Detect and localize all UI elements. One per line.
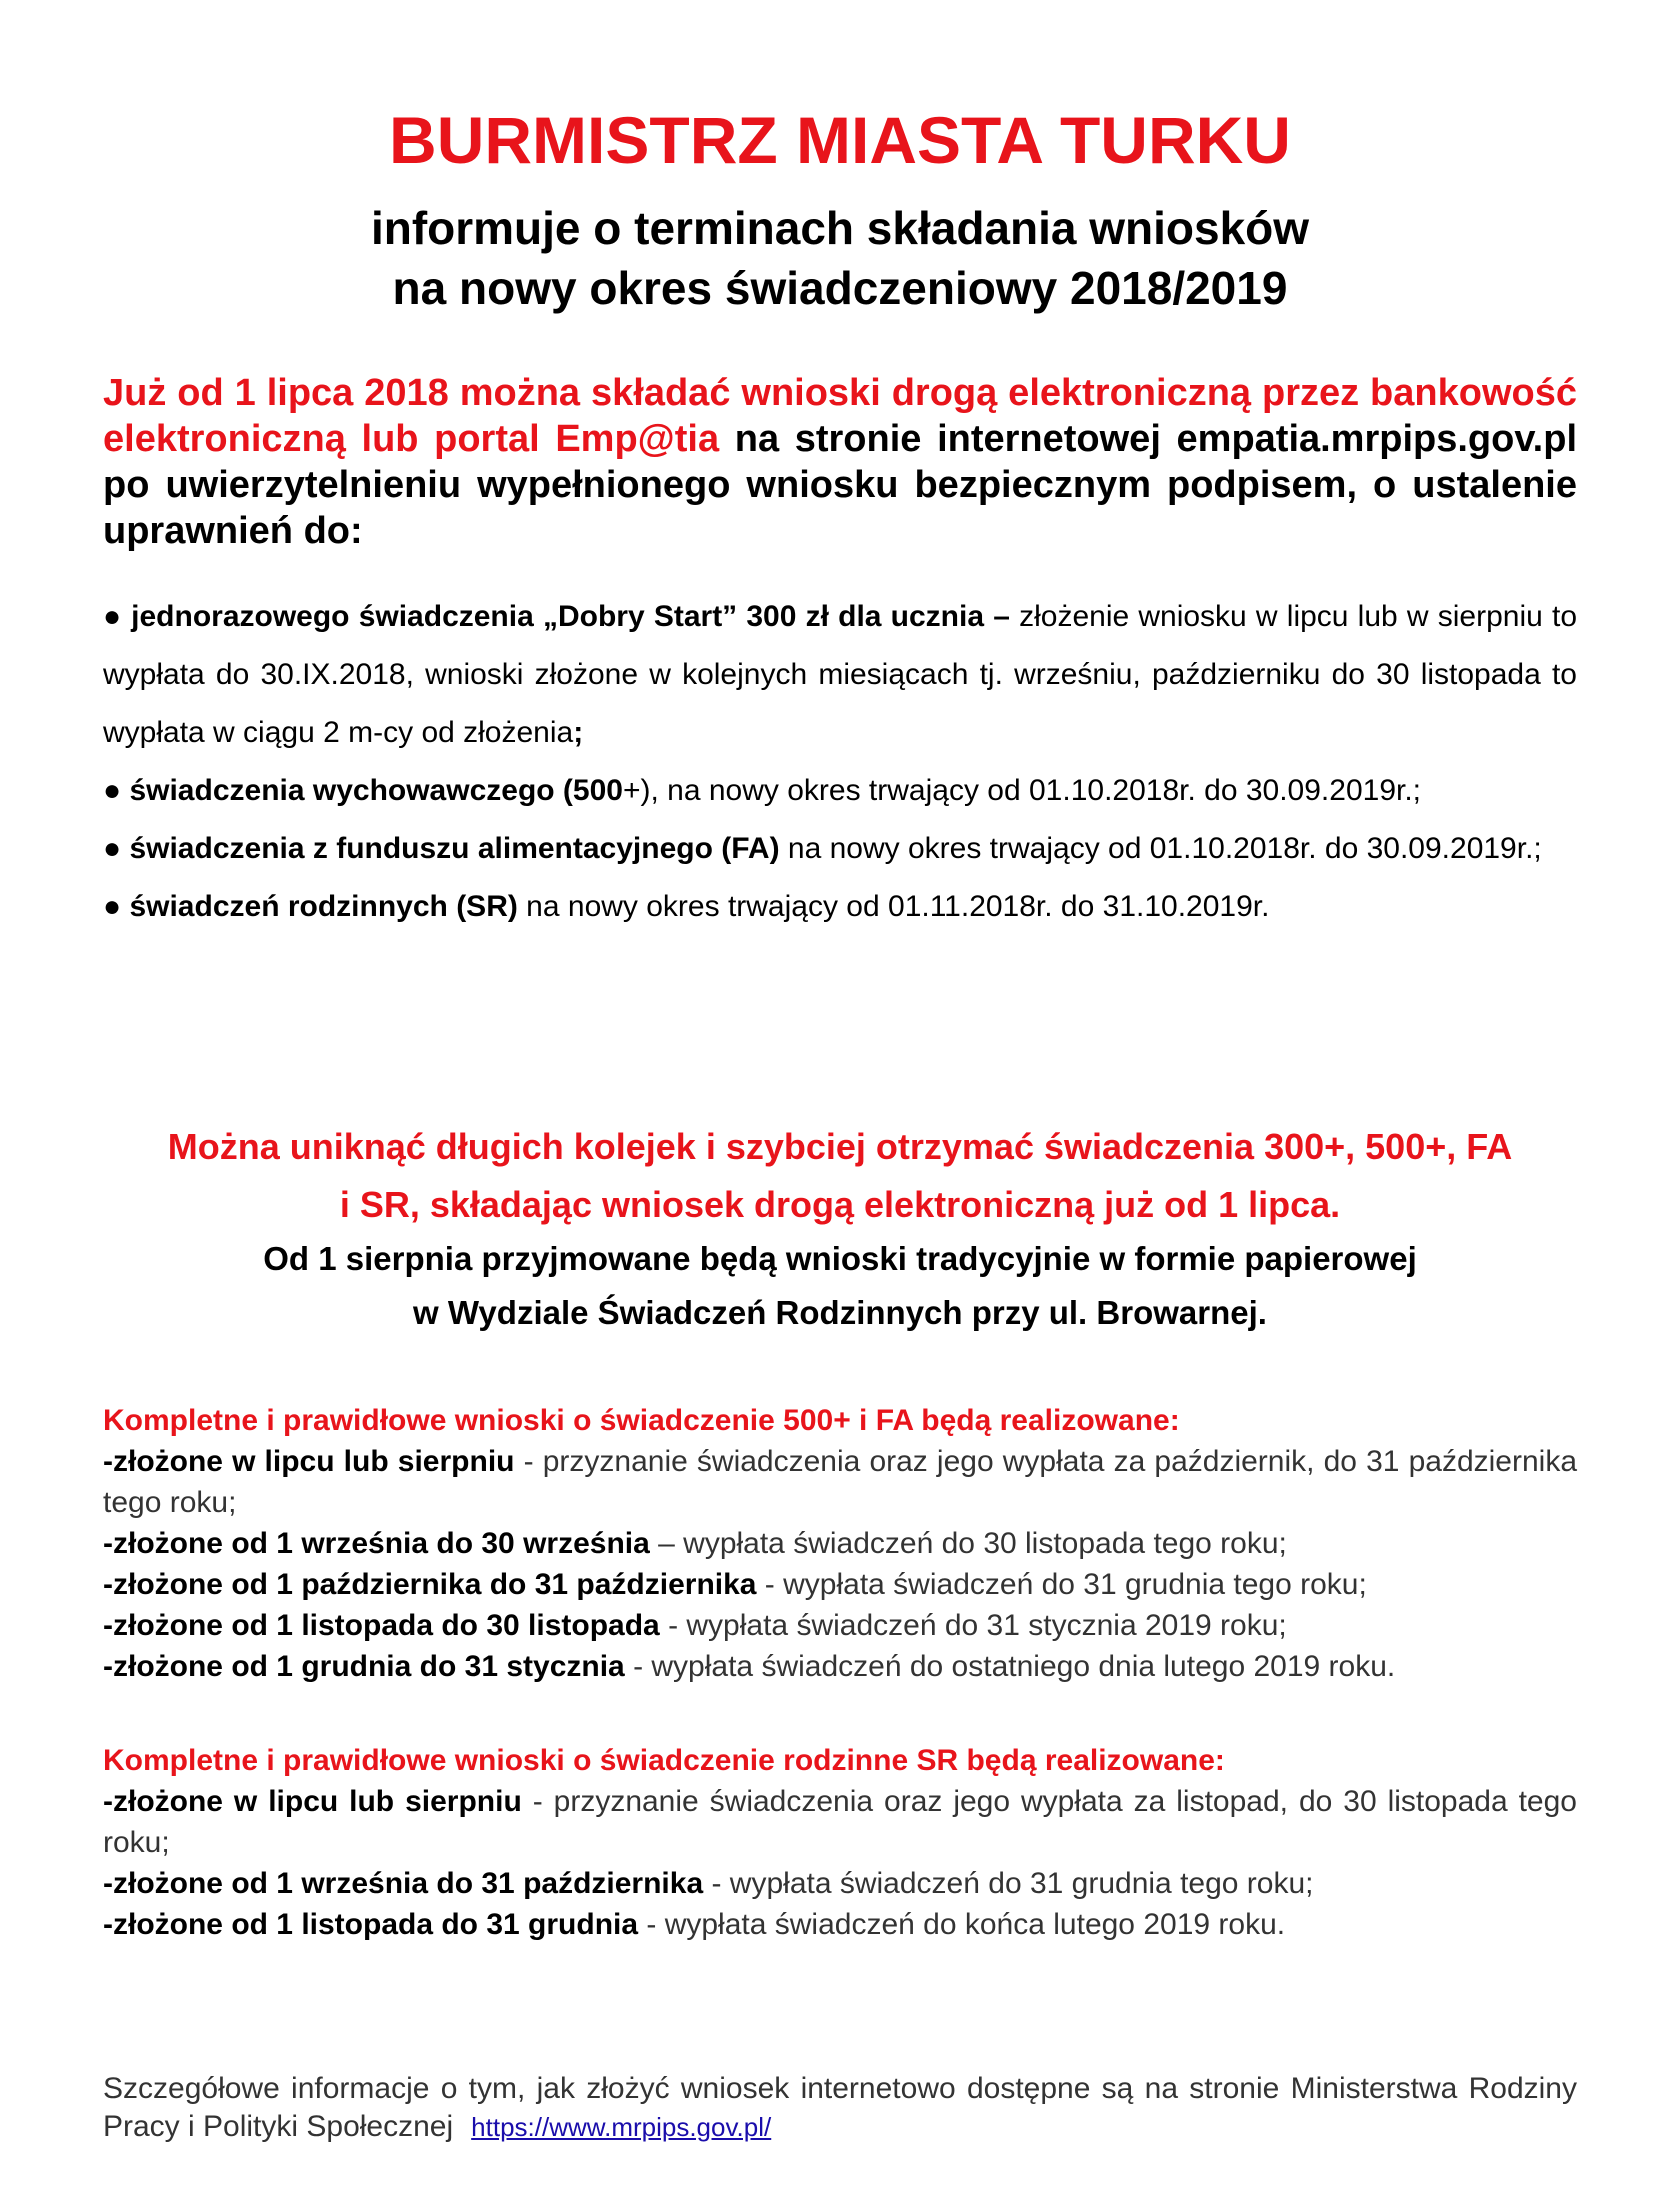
- list-item-title: ● świadczeń rodzinnych (SR): [103, 890, 518, 923]
- list-item: [103, 878, 1577, 936]
- section-item-title: -złożone od 1 października do 31 października: [103, 1568, 757, 1601]
- notice-paper-line-2: w Wydziale Świadczeń Rodzinnych przy ul. Browarnej.: [413, 1294, 1267, 1331]
- notice-paper-line-1: Od 1 sierpnia przyjmowane będą wnioski tradycyjnie w formie papierowej: [263, 1240, 1417, 1277]
- page-title: BURMISTRZ MIASTA TURKU: [389, 103, 1291, 177]
- notice-paper: [103, 1232, 1577, 1340]
- footer-text: Szczegółowe informacje o tym, jak złożyć wniosek internetowo dostępne są na stronie Ministerstwa Rodziny Pracy i Polityki Społecznej: [103, 2072, 1577, 2143]
- benefits-list: [103, 588, 1577, 936]
- list-item-text: na nowy okres trwający od 01.10.2018r. do 30.09.2019r.;: [779, 832, 1542, 865]
- section-item: [103, 1781, 1577, 1863]
- list-item-title: ● jednorazowego świadczenia „Dobry Start” 300 zł dla ucznia –: [103, 600, 1010, 633]
- section-item-text: - wypłata świadczeń do 31 grudnia tego roku;: [756, 1568, 1367, 1601]
- section-item: [103, 1863, 1577, 1904]
- section-item-title: -złożone w lipcu lub sierpniu: [103, 1445, 515, 1478]
- notice-red: [103, 1118, 1577, 1234]
- list-item-tail: ;: [573, 716, 584, 749]
- section-item-text: - przyznanie świadczenia oraz jego wypłata za październik, do 31 października tego roku;: [103, 1445, 1577, 1519]
- subtitle-line-2: na nowy okres świadczeniowy 2018/2019: [392, 262, 1288, 314]
- section-item: [103, 1646, 1577, 1687]
- section-sr: [103, 1740, 1577, 1945]
- footer-note: [103, 2070, 1577, 2146]
- section-item-title: -złożone od 1 września do 30 września: [103, 1527, 650, 1560]
- list-item-text: złożenie wniosku w lipcu lub w sierpniu to wypłata do 30.IX.2018, wnioski złożone w kolejnych miesiącach tj. wrześniu, październiku do 30 listopada to wypłata w ciągu 2 m-cy od złożenia: [103, 600, 1578, 749]
- section-item: [103, 1904, 1577, 1945]
- section-item-title: -złożone od 1 listopada do 31 grudnia: [103, 1908, 639, 1941]
- subtitle-line-1: informuje o terminach składania wniosków: [370, 202, 1310, 254]
- section-item: [103, 1523, 1577, 1564]
- section-heading: Kompletne i prawidłowe wnioski o świadczenie rodzinne SR będą realizowane:: [103, 1744, 1225, 1777]
- notice-line-2: i SR, składając wniosek drogą elektroniczną już od 1 lipca.: [339, 1184, 1341, 1225]
- list-item: [103, 762, 1577, 820]
- section-item-title: -złożone od 1 listopada do 30 listopada: [103, 1609, 660, 1642]
- intro-highlight: Już od 1 lipca 2018 można składać wnioski drogą elektroniczną przez bankowość elektroniczną lub portal Emp@tia: [103, 372, 1577, 460]
- list-item: [103, 588, 1577, 762]
- list-item-title: ● świadczenia z funduszu alimentacyjnego (FA): [103, 832, 780, 865]
- section-item-title: -złożone od 1 grudnia do 31 stycznia: [103, 1650, 625, 1683]
- section-item-text: - wypłata świadczeń do 31 grudnia tego roku;: [703, 1867, 1314, 1900]
- list-item-text: na nowy okres trwający od 01.11.2018r. do 31.10.2019r.: [517, 890, 1270, 923]
- ministry-link[interactable]: https://www.mrpips.gov.pl/: [471, 2112, 772, 2142]
- intro-text: na stronie internetowej empatia.mrpips.gov.pl po uwierzytelnieniu wypełnionego wniosku bezpiecznym podpisem, o ustalenie uprawnień do:: [103, 418, 1578, 552]
- section-item-title: -złożone od 1 września do 31 października: [103, 1867, 704, 1900]
- section-item: [103, 1605, 1577, 1646]
- section-item-text: - przyznanie świadczenia oraz jego wypłata za listopad, do 30 listopada tego roku;: [103, 1785, 1577, 1859]
- page-subtitle: [103, 198, 1577, 318]
- list-item: [103, 820, 1577, 878]
- section-heading: Kompletne i prawidłowe wnioski o świadczenie 500+ i FA będą realizowane:: [103, 1404, 1180, 1437]
- section-item: [103, 1441, 1577, 1523]
- section-item-title: -złożone w lipcu lub sierpniu: [103, 1785, 522, 1818]
- section-item-text: - wypłata świadczeń do 31 stycznia 2019 roku;: [659, 1609, 1287, 1642]
- list-item-text: +), na nowy okres trwający od 01.10.2018r. do 30.09.2019r.;: [622, 774, 1422, 807]
- section-item-text: - wypłata świadczeń do ostatniego dnia lutego 2019 roku.: [624, 1650, 1396, 1683]
- list-item-title: ● świadczenia wychowawczego (500: [103, 774, 623, 807]
- section-item-text: – wypłata świadczeń do 30 listopada tego roku;: [649, 1527, 1287, 1560]
- section-item: [103, 1564, 1577, 1605]
- intro-paragraph: [103, 370, 1577, 554]
- section-500-fa: [103, 1400, 1577, 1687]
- section-item-text: - wypłata świadczeń do końca lutego 2019 roku.: [638, 1908, 1286, 1941]
- notice-line-1: Można uniknąć długich kolejek i szybciej otrzymać świadczenia 300+, 500+, FA: [167, 1126, 1513, 1167]
